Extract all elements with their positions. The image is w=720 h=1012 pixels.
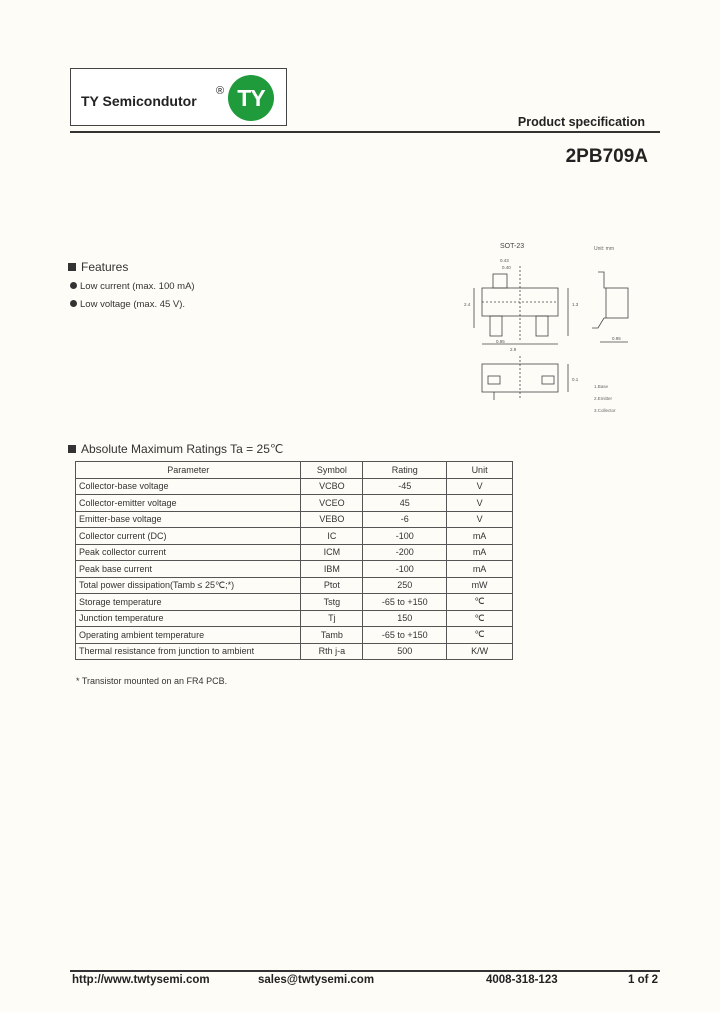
parameter-cell: Thermal resistance from junction to ambient — [76, 643, 301, 660]
pin-1-label: 1.Base — [594, 384, 609, 389]
svg-text:2.9: 2.9 — [510, 347, 517, 352]
rating-cell: -100 — [363, 561, 447, 578]
table-row — [76, 561, 513, 578]
table-row — [76, 643, 513, 660]
svg-text:2.4: 2.4 — [464, 302, 471, 307]
rating-cell: -45 — [363, 478, 447, 495]
unit-cell: mA — [447, 528, 513, 545]
square-bullet-icon — [68, 445, 76, 453]
part-number: 2PB709A — [565, 146, 648, 167]
package-bottom-view — [482, 356, 568, 400]
unit-cell: K/W — [447, 643, 513, 660]
rating-cell: -65 to +150 — [363, 627, 447, 644]
table-row — [76, 528, 513, 545]
footer-divider — [70, 970, 660, 972]
table-row — [76, 594, 513, 611]
website-link[interactable]: http://www.twtysemi.com — [72, 974, 210, 986]
symbol-cell: VCBO — [301, 478, 363, 495]
unit-cell: ℃ — [447, 627, 513, 644]
svg-text:0.40: 0.40 — [502, 265, 511, 270]
pin-2-label: 2.Emitter — [594, 396, 613, 401]
rating-cell: -6 — [363, 511, 447, 528]
ratings-table — [75, 461, 513, 660]
symbol-cell: Tj — [301, 610, 363, 627]
table-row — [76, 478, 513, 495]
header-divider — [70, 131, 660, 133]
symbol-cell: Tstg — [301, 594, 363, 611]
registered-mark: ® — [216, 85, 225, 97]
package-top-view — [474, 266, 568, 344]
unit-note: Unit: mm — [594, 246, 614, 252]
unit-cell: mA — [447, 561, 513, 578]
table-row — [76, 544, 513, 561]
round-bullet-icon — [70, 300, 77, 307]
parameter-cell: Junction temperature — [76, 610, 301, 627]
table-row — [76, 627, 513, 644]
parameter-cell: Emitter-base voltage — [76, 511, 301, 528]
company-logo-box — [70, 68, 287, 126]
table-row — [76, 577, 513, 594]
svg-text:1.3: 1.3 — [572, 302, 579, 307]
parameter-cell: Peak base current — [76, 561, 301, 578]
symbol-cell: VEBO — [301, 511, 363, 528]
table-header-row — [76, 462, 513, 479]
logo-letters: TY — [237, 84, 265, 111]
table-row — [76, 610, 513, 627]
svg-text:0.43: 0.43 — [500, 258, 509, 263]
parameter-cell: Collector current (DC) — [76, 528, 301, 545]
parameter-cell: Peak collector current — [76, 544, 301, 561]
package-side-view — [592, 272, 628, 342]
phone-number: 4008-318-123 — [486, 974, 558, 986]
column-header: Unit — [447, 462, 513, 479]
features-title: Features — [81, 260, 129, 274]
parameter-cell: Collector-emitter voltage — [76, 495, 301, 512]
column-header: Symbol — [301, 462, 363, 479]
email-link[interactable]: sales@twtysemi.com — [258, 974, 375, 986]
symbol-cell: VCEO — [301, 495, 363, 512]
svg-text:0.95: 0.95 — [496, 339, 505, 344]
spec-label: Product specification — [517, 115, 645, 129]
rating-cell: -100 — [363, 528, 447, 545]
page-number: 1 of 2 — [628, 974, 659, 986]
parameter-cell: Collector-base voltage — [76, 478, 301, 495]
parameter-cell: Storage temperature — [76, 594, 301, 611]
unit-cell: ℃ — [447, 594, 513, 611]
unit-cell: mW — [447, 577, 513, 594]
unit-cell: V — [447, 511, 513, 528]
ratings-heading — [68, 442, 283, 456]
unit-cell: V — [447, 495, 513, 512]
features-heading — [68, 260, 128, 274]
ratings-title: Absolute Maximum Ratings Ta = 25℃ — [81, 442, 284, 456]
ty-logo-icon — [228, 75, 274, 121]
unit-cell: ℃ — [447, 610, 513, 627]
rating-cell: 45 — [363, 495, 447, 512]
feature-text: Low voltage (max. 45 V). — [80, 299, 186, 310]
feature-item — [70, 281, 195, 292]
unit-cell: mA — [447, 544, 513, 561]
column-header: Rating — [363, 462, 447, 479]
package-drawing — [460, 236, 650, 421]
symbol-cell: Tamb — [301, 627, 363, 644]
company-name: TY Semicondutor — [81, 93, 197, 109]
symbol-cell: ICM — [301, 544, 363, 561]
parameter-cell: Operating ambient temperature — [76, 627, 301, 644]
unit-cell: V — [447, 478, 513, 495]
svg-text:0.95: 0.95 — [612, 336, 621, 341]
rating-cell: 500 — [363, 643, 447, 660]
pin-3-label: 3.Collector — [594, 408, 616, 413]
svg-text:0.1: 0.1 — [572, 377, 579, 382]
rating-cell: 250 — [363, 577, 447, 594]
symbol-cell: Ptot — [301, 577, 363, 594]
square-bullet-icon — [68, 263, 76, 271]
rating-cell: -65 to +150 — [363, 594, 447, 611]
rating-cell: 150 — [363, 610, 447, 627]
package-name: SOT-23 — [500, 243, 525, 250]
symbol-cell: IC — [301, 528, 363, 545]
table-row — [76, 511, 513, 528]
round-bullet-icon — [70, 282, 77, 289]
symbol-cell: Rth j-a — [301, 643, 363, 660]
table-footnote: * Transistor mounted on an FR4 PCB. — [76, 676, 228, 686]
parameter-cell: Total power dissipation(Tamb ≤ 25℃;*) — [76, 577, 301, 594]
feature-text: Low current (max. 100 mA) — [80, 281, 195, 292]
rating-cell: -200 — [363, 544, 447, 561]
table-row — [76, 495, 513, 512]
symbol-cell: IBM — [301, 561, 363, 578]
feature-item — [70, 299, 185, 310]
column-header: Parameter — [76, 462, 301, 479]
